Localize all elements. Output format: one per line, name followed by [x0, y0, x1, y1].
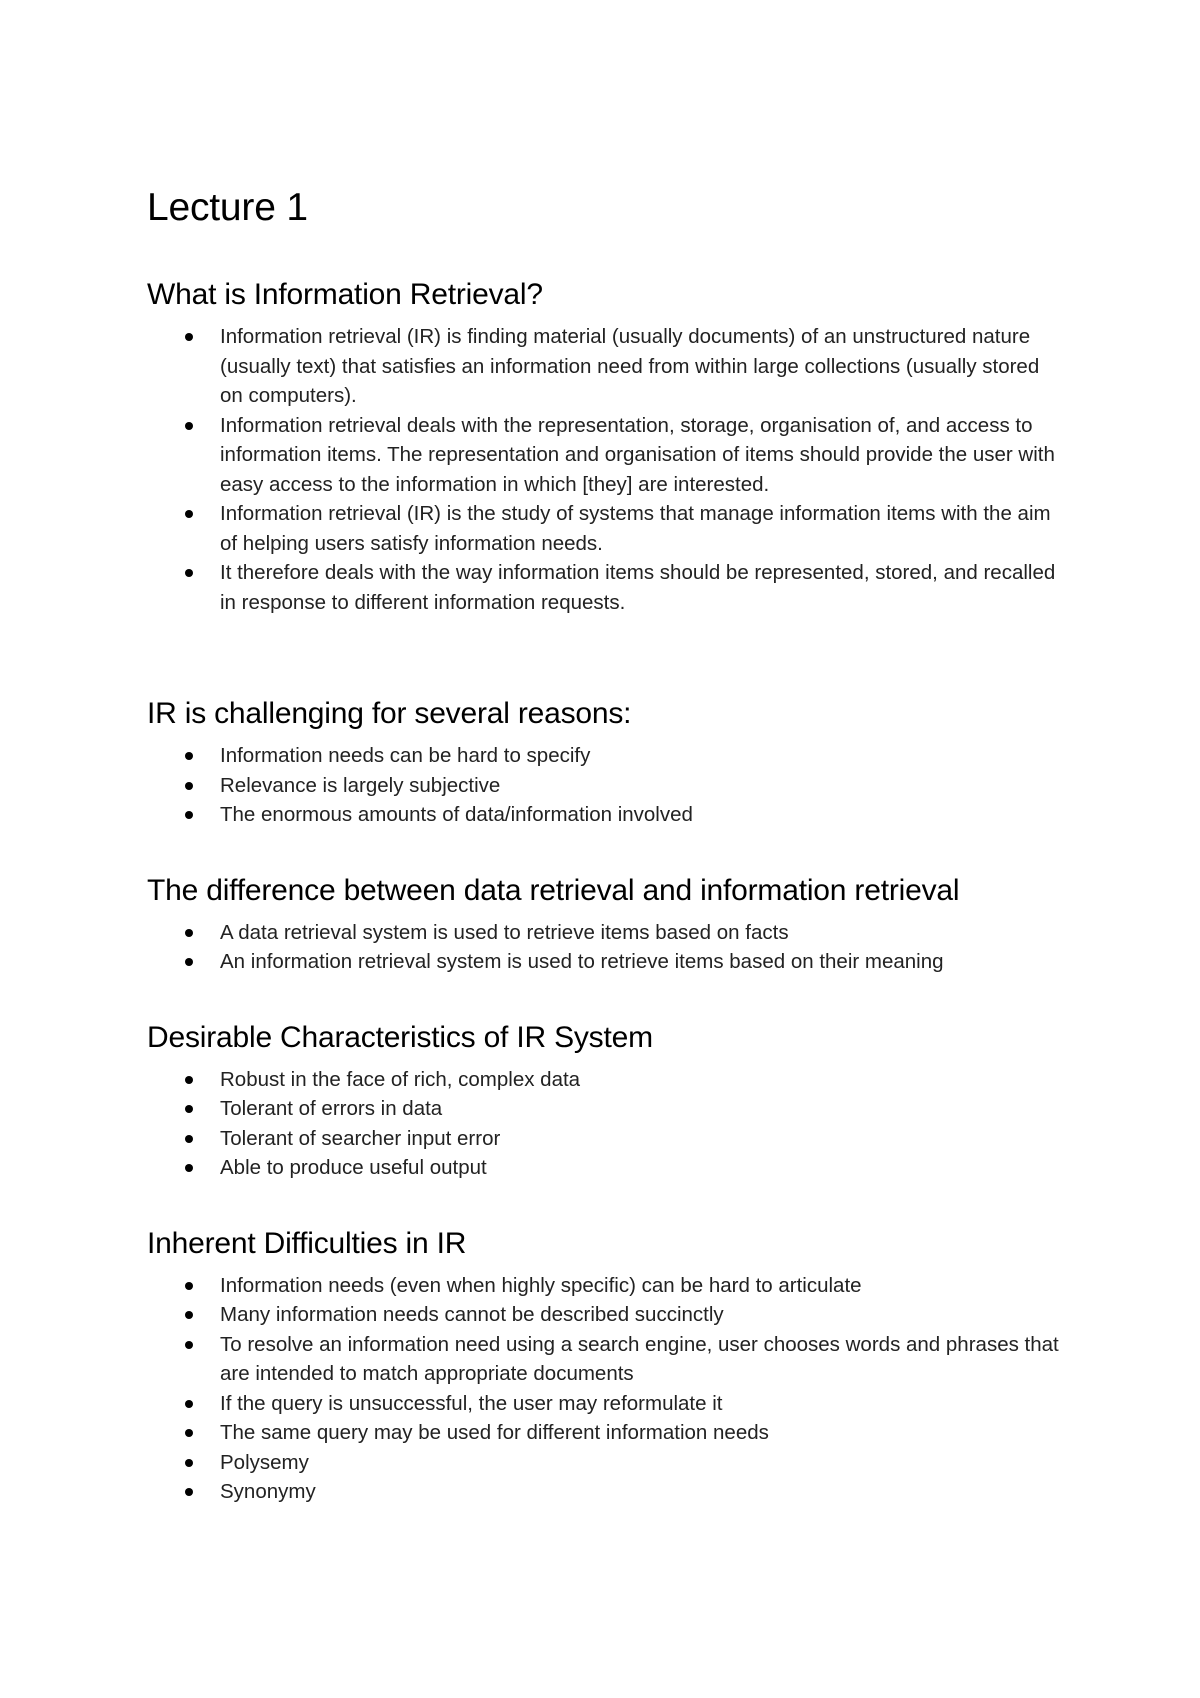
list-item-text: If the query is unsuccessful, the user may reformulate it [220, 1391, 723, 1415]
section-what-is-ir [147, 276, 1067, 617]
list-item [147, 322, 1067, 411]
section-data-vs-information-retrieval [147, 872, 1067, 977]
list-item-text: It therefore deals with the way information items should be represented, stored, and recalled in response to different information requests. [220, 561, 1056, 614]
bullet-icon [185, 1400, 193, 1408]
list-item [147, 1094, 1067, 1124]
list-item-text: Synonymy [220, 1480, 316, 1503]
list-item [147, 771, 1067, 801]
bullet-icon [185, 1076, 193, 1084]
list-item [147, 1153, 1067, 1183]
bullet-icon [185, 510, 193, 518]
bullet-icon [185, 1164, 193, 1172]
bullet-icon [185, 782, 193, 790]
list-item-text: Relevance is largely subjective [220, 773, 501, 797]
list-item-text: A data retrieval system is used to retrieve items based on facts [220, 920, 789, 944]
bullet-icon [185, 1105, 193, 1113]
list-item [147, 1448, 1067, 1478]
list-item-text: Tolerant of errors in data [220, 1097, 443, 1120]
section-heading: The difference between data retrieval and information retrieval [147, 873, 960, 907]
list-item [147, 1271, 1067, 1301]
list-item [147, 1065, 1067, 1095]
bullet-icon [185, 1488, 193, 1496]
bullet-icon [185, 333, 193, 341]
bullet-list [147, 322, 1067, 617]
list-item [147, 558, 1067, 617]
bullet-icon [185, 1282, 193, 1290]
section-heading: Inherent Difficulties in IR [147, 1226, 467, 1260]
list-item-text: Many information needs cannot be described succinctly [220, 1303, 724, 1326]
bullet-icon [185, 1135, 193, 1143]
bullet-icon [185, 811, 193, 819]
section-ir-challenging [147, 695, 1067, 830]
list-item [147, 918, 1067, 948]
list-item [147, 1124, 1067, 1154]
bullet-list [147, 1271, 1067, 1507]
list-item-text: Tolerant of searcher input error [220, 1126, 501, 1150]
bullet-icon [185, 752, 193, 760]
list-item-text: Information retrieval deals with the representation, storage, organisation of, and access to information items. The representation and organisation of items should provide the user with easy access to the information in which [they] are interested. [220, 413, 1055, 496]
list-item [147, 499, 1067, 558]
bullet-list [147, 1065, 1067, 1183]
section-inherent-difficulties [147, 1225, 1067, 1507]
section-desirable-characteristics [147, 1019, 1067, 1183]
bullet-icon [185, 1429, 193, 1437]
list-item [147, 411, 1067, 500]
list-item-text: Polysemy [220, 1450, 309, 1474]
list-item-text: Able to produce useful output [220, 1156, 487, 1179]
bullet-icon [185, 1341, 193, 1349]
list-item [147, 800, 1067, 830]
document-page [147, 182, 1067, 1507]
list-item-text: The enormous amounts of data/information involved [220, 803, 693, 826]
bullet-icon [185, 929, 193, 937]
section-heading: What is Information Retrieval? [147, 278, 543, 311]
bullet-list [147, 918, 1067, 977]
list-item [147, 1477, 1067, 1507]
list-item [147, 741, 1067, 771]
bullet-icon [185, 958, 193, 966]
list-item-text: Information retrieval (IR) is the study of systems that manage information items with the aim of helping users satisfy information needs. [220, 502, 1051, 555]
bullet-list [147, 741, 1067, 830]
bullet-icon [185, 422, 193, 430]
bullet-icon [185, 569, 193, 577]
section-heading: Desirable Characteristics of IR System [147, 1020, 653, 1054]
list-item [147, 1330, 1067, 1389]
list-item [147, 1300, 1067, 1330]
list-item-text: Information needs (even when highly specific) can be hard to articulate [220, 1273, 862, 1297]
list-item-text: An information retrieval system is used to retrieve items based on their meaning [220, 950, 944, 973]
bullet-icon [185, 1311, 193, 1319]
list-item-text: Robust in the face of rich, complex data [220, 1067, 581, 1091]
document-title: Lecture 1 [147, 186, 308, 229]
list-item [147, 1418, 1067, 1448]
list-item-text: Information needs can be hard to specify [220, 744, 591, 767]
list-item [147, 947, 1067, 977]
bullet-icon [185, 1459, 193, 1467]
section-heading: IR is challenging for several reasons: [147, 697, 632, 730]
list-item-text: The same query may be used for different information needs [220, 1421, 769, 1444]
list-item-text: Information retrieval (IR) is finding material (usually documents) of an unstructured nature (usually text) that satisfies an information need from within large collections (usually stored on computers). [220, 325, 1040, 407]
list-item [147, 1389, 1067, 1419]
list-item-text: To resolve an information need using a search engine, user chooses words and phrases that are intended to match appropriate documents [220, 1332, 1059, 1385]
